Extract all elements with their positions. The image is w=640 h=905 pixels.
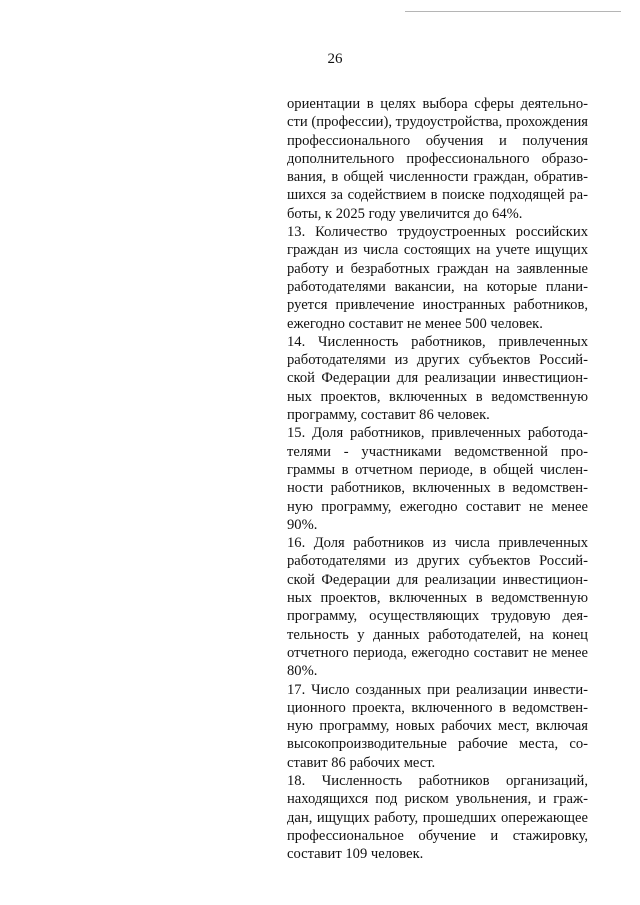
paragraph-item-15: 15. Доля работников, привлеченных работодателями - участниками ведомственной программы в отчетном периоде, в общей численности работников, включенных в ведомственную программу, ежегодно составит не менее 90%.	[287, 425, 588, 533]
page-number: 26	[327, 51, 343, 67]
scan-artifact-line	[405, 11, 621, 12]
paragraph-item-13: 13. Количество трудоустроенных российских граждан из числа состоящих на учете ищущих работу и безработных граждан на заявленные работодателями вакансии, на которые планируется привлечение иностранных работников, ежегодно составит не менее 500 человек.	[287, 224, 588, 332]
paragraph-item-18: 18. Численность работников организаций, находящихся под риском увольнения, и граждан, ищущих работу, прошедших опережающее профессиональное обучение и стажировку, составит 109 человек.	[287, 772, 588, 863]
paragraph-item-16: 16. Доля работников из числа привлеченных работодателями из других субъектов Российской Федерации для реализации инвестиционных проектов, включенных в ведомственную программу, осуществляющих трудовую деятельность у данных работодателей, на конец отчетного периода, ежегодно составит не менее 80%.	[287, 535, 588, 680]
document-body	[287, 95, 588, 863]
paragraph-intro-continuation: ориентации в целях выбора сферы деятельности (профессии), трудоустройства, прохождения профессионального обучения и получения дополнительного профессионального образования, в общей численности граждан, обратившихся за содействием в поиске подходящей работы, к 2025 году увеличится до 64%.	[287, 96, 588, 222]
paragraph-item-17: 17. Число созданных при реализации инвестиционного проекта, включенного в ведомственную программу, новых рабочих мест, включая высокопроизводительные рабочие места, составит 86 рабочих мест.	[287, 681, 588, 771]
paragraph-item-14: 14. Численность работников, привлеченных работодателями из других субъектов Российской Федерации для реализации инвестиционных проектов, включенных в ведомственную программу, составит 86 человек.	[287, 333, 588, 424]
